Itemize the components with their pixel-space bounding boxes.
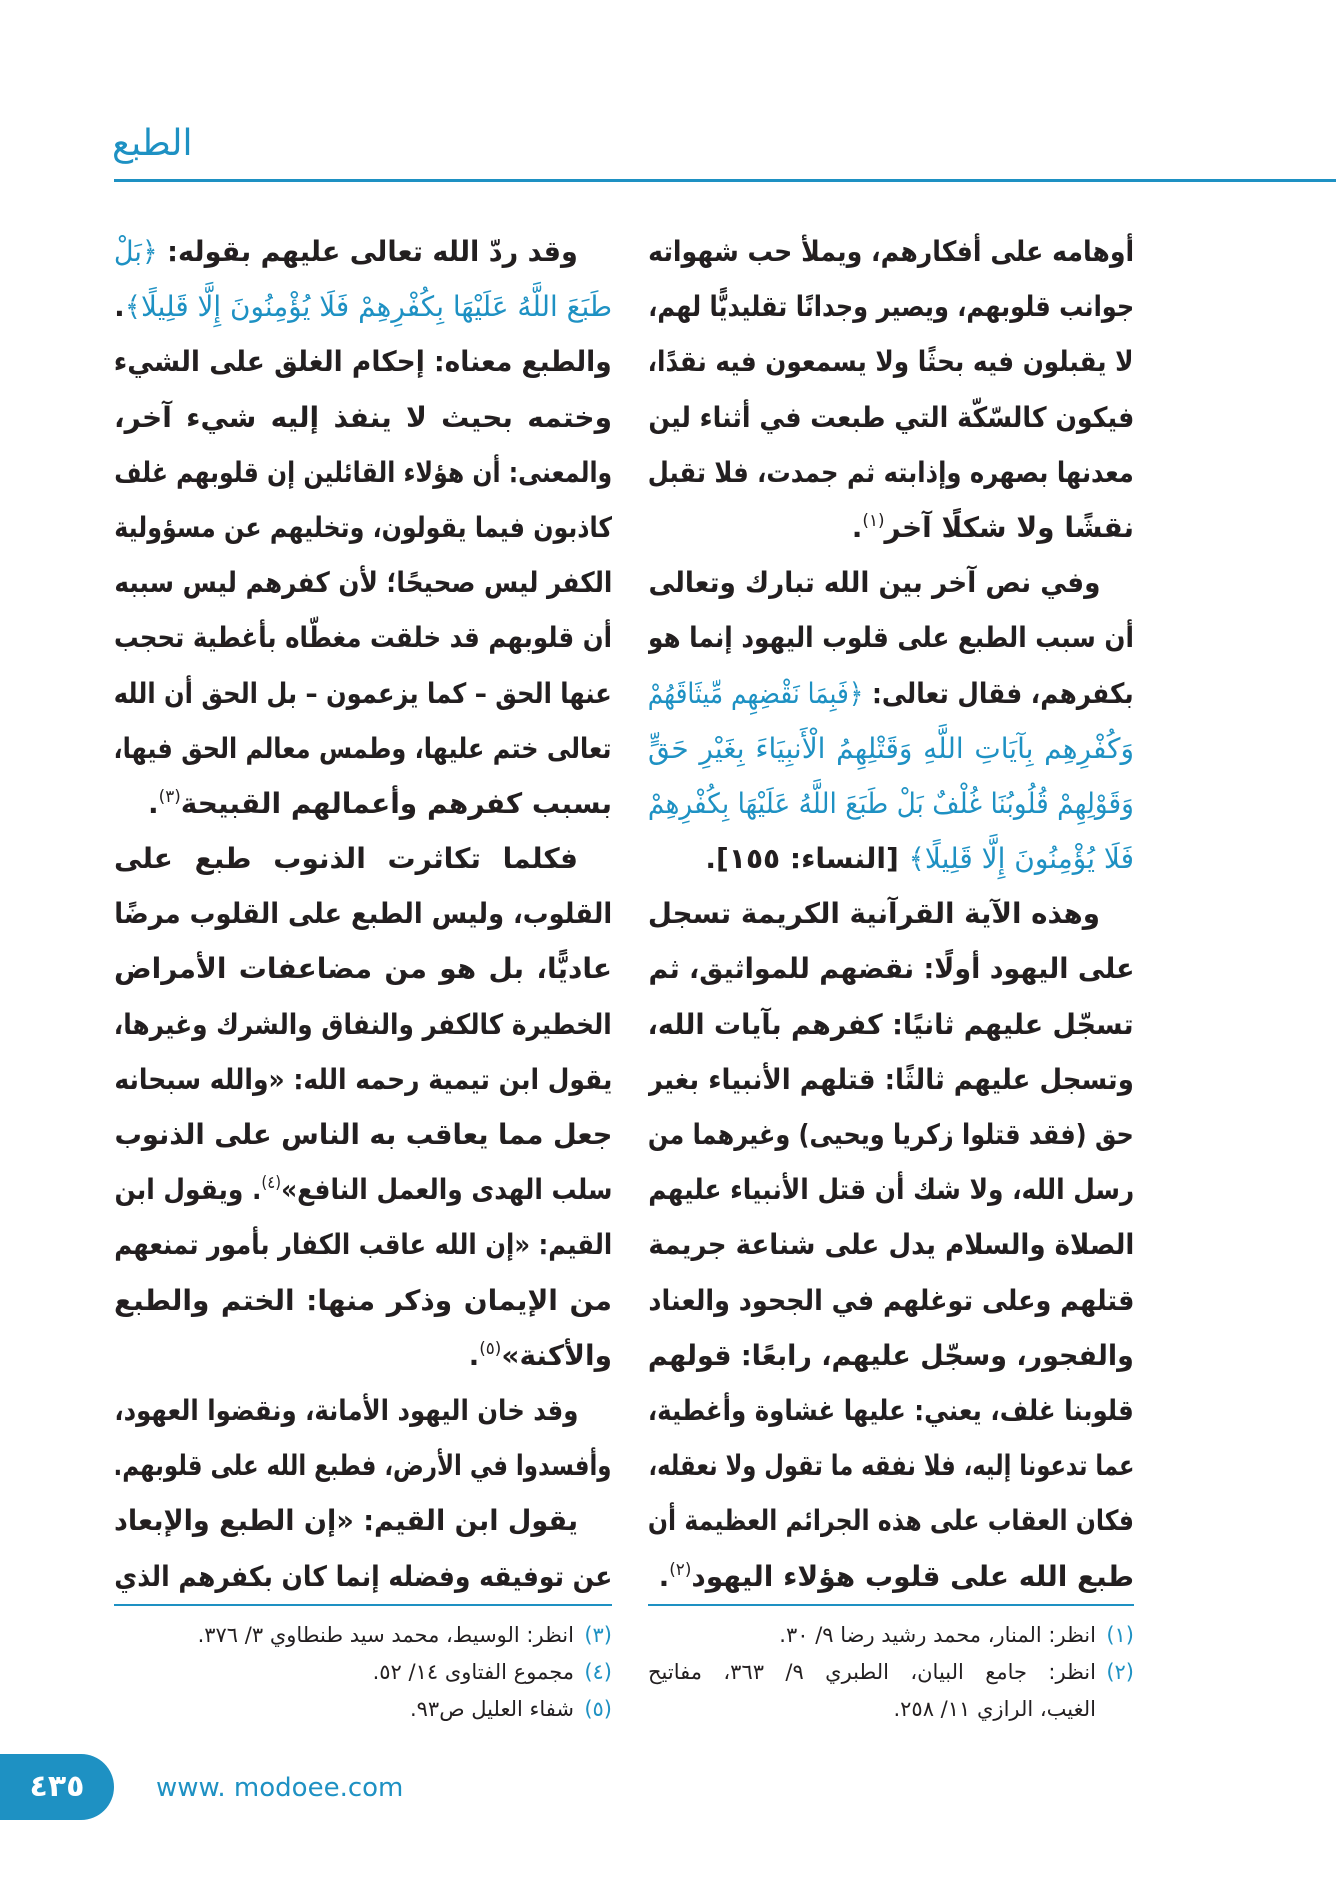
text-line <box>114 1162 612 1217</box>
text-line <box>648 1438 1134 1493</box>
column-body <box>648 224 1134 1604</box>
line-content <box>114 721 612 776</box>
quran-verse: وَقَوْلِهِمْ قُلُوبُنَا غُلْفٌ بَلْ طَبَعَ اللَّهُ عَلَيْهَا بِكُفْرِهِمْ <box>648 786 1134 820</box>
text-run: فيكون كالسّكّة التي طبعت في أثناء لين <box>648 400 1134 434</box>
text-line <box>648 831 1134 886</box>
footnote <box>648 1617 1134 1654</box>
footnote-number: (٥) <box>584 1696 612 1721</box>
footnote <box>114 1691 612 1728</box>
text-line <box>114 1328 612 1383</box>
line-content <box>114 842 578 875</box>
footnote <box>648 1654 1134 1728</box>
footnote-text: الغيب، الرازي ١١/ ٢٥٨. <box>893 1696 1096 1721</box>
text-run: القيم: «إن الله عاقب الكفار بأمور تمنعهم <box>114 1228 612 1262</box>
footnote-number: (٤) <box>584 1659 612 1684</box>
text-run: نقشًا ولا شكلًا آخر <box>884 510 1134 544</box>
text-line <box>648 334 1134 389</box>
footnote-number: (٢) <box>1106 1659 1134 1684</box>
line-content <box>373 1660 612 1684</box>
text-run: والفجور، وسجّل عليهم، رابعًا: قولهم <box>648 1338 1134 1372</box>
text-run: يقول ابن القيم: «إن الطبع والإبعاد <box>114 1504 578 1538</box>
text-line <box>648 941 1134 996</box>
text-line <box>114 1217 612 1272</box>
footnote-ref: (٢) <box>669 1558 692 1579</box>
text-run: . <box>114 290 125 324</box>
quran-verse: وَكُفْرِهِم بِآيَاتِ اللَّهِ وَقَتْلِهِمُ الْأَنبِيَاءَ بِغَيْرِ حَقٍّ <box>648 731 1134 765</box>
text-line <box>648 666 1134 721</box>
line-content <box>779 1623 1134 1647</box>
website-url: www. modoee.com <box>156 1773 404 1803</box>
text-line <box>114 1549 612 1604</box>
text-line <box>648 1273 1134 1328</box>
text-line <box>648 500 1134 555</box>
line-content <box>648 666 1134 721</box>
line-content <box>648 1052 1134 1107</box>
line-content <box>648 610 1134 665</box>
text-run: أوهامه على أفكارهم، ويملأ حب شهواته <box>648 235 1134 268</box>
line-content <box>648 776 1134 831</box>
paragraph <box>648 555 1134 886</box>
text-run: قتلهم وعلى توغلهم في الجحود والعناد <box>648 1283 1134 1317</box>
line-content <box>648 334 1134 389</box>
line-content <box>410 1697 612 1721</box>
text-line <box>648 224 1134 279</box>
text-run: والمعنى: أن هؤلاء القائلين إن قلوبهم غلف <box>114 455 612 489</box>
line-content <box>114 445 612 500</box>
text-run: فكلما تكاثرت الذنوب طبع على <box>114 842 578 876</box>
line-content <box>114 279 612 334</box>
line-content <box>648 1273 1134 1328</box>
line-content <box>469 1339 612 1372</box>
footnote-line <box>114 1691 612 1728</box>
text-line <box>648 1217 1134 1272</box>
paragraph <box>114 1493 612 1603</box>
text-line <box>114 445 612 500</box>
text-line <box>114 1052 612 1107</box>
text-run: معدنها بصهره وإذابته ثم جمدت، فلا تقبل <box>648 455 1134 489</box>
quran-verse: طَبَعَ اللَّهُ عَلَيْهَا بِكُفْرِهِمْ فَلَا يُؤْمِنُونَ إِلَّا قَلِيلًا﴾ <box>124 290 612 324</box>
line-content <box>648 1438 1134 1493</box>
text-line <box>648 555 1134 610</box>
line-content <box>114 666 612 721</box>
text-run: الكفر ليس صحيحًا؛ لأن كفرهم ليس سببه <box>114 566 612 600</box>
text-line <box>648 886 1134 941</box>
footnote-separator <box>648 1604 1134 1606</box>
line-content <box>114 1493 578 1548</box>
text-line <box>648 997 1134 1052</box>
text-line <box>648 776 1134 831</box>
line-content <box>893 1697 1096 1721</box>
text-run: رسل الله، ولا شك أن قتل الأنبياء عليهم <box>648 1173 1134 1207</box>
footnote-number: (٣) <box>584 1622 612 1647</box>
text-run: كاذبون فيما يقولون، وتخليهم عن مسؤولية <box>114 510 612 544</box>
text-line <box>114 721 612 776</box>
line-content <box>648 1328 1134 1383</box>
text-run: قلوبنا غلف، يعني: عليها غشاوة وأغطية، <box>648 1393 1134 1427</box>
line-content <box>114 224 578 279</box>
line-content <box>648 941 1134 996</box>
column-body <box>114 224 612 1604</box>
text-line <box>114 1493 612 1548</box>
text-line <box>648 1328 1134 1383</box>
text-line <box>648 1383 1134 1438</box>
line-content <box>148 787 612 820</box>
line-content <box>648 1107 1134 1162</box>
footnote <box>114 1654 612 1691</box>
text-run: عاديًّا، بل هو من مضاعفات الأمراض <box>114 952 612 986</box>
header-rule <box>114 179 1336 182</box>
text-line <box>114 555 612 610</box>
text-line <box>114 224 612 279</box>
line-content <box>648 555 1100 610</box>
text-run: عنها الحق – كما يزعمون – بل الحق أن الله <box>114 676 612 710</box>
footnote-line <box>114 1617 612 1654</box>
line-content <box>114 952 612 985</box>
footnotes <box>648 1617 1134 1728</box>
footnote-ref: (١) <box>862 510 885 531</box>
text-line <box>114 886 612 941</box>
text-line <box>648 279 1134 334</box>
text-line <box>114 1383 612 1438</box>
text-run: يقول ابن تيمية رحمه الله: «والله سبحانه <box>114 1062 612 1096</box>
text-run: عن توفيقه وفضله إنما كان بكفرهم الذي <box>114 1559 612 1593</box>
line-content <box>114 1217 612 1272</box>
line-content <box>648 997 1134 1052</box>
text-run: والطبع معناه: إحكام الغلق على الشيء <box>114 345 612 379</box>
text-line <box>114 610 612 665</box>
paragraph <box>648 886 1134 1603</box>
footnotes <box>114 1617 612 1728</box>
paragraph <box>114 1383 612 1493</box>
line-content <box>705 842 1134 875</box>
text-run: حق (فقد قتلوا زكريا ويحيى) وغيرهما من <box>648 1118 1134 1151</box>
text-line <box>114 1273 612 1328</box>
text-line <box>114 997 612 1052</box>
text-run: من الإيمان وذكر منها: الختم والطبع <box>114 1283 612 1317</box>
footnote-line <box>648 1654 1134 1691</box>
footnote-text: مجموع الفتاوى ١٤/ ٥٢. <box>372 1659 574 1684</box>
text-run: وهذه الآية القرآنية الكريمة تسجل <box>648 897 1100 931</box>
text-run: على اليهود أولًا: نقضهم للمواثيق، ثم <box>648 952 1134 986</box>
text-line <box>648 445 1134 500</box>
text-run: بكفرهم، فقال تعالى: <box>863 676 1134 710</box>
footnote <box>114 1617 612 1654</box>
text-line <box>648 1107 1134 1162</box>
text-run: جوانب قلوبهم، ويصير وجدانًا تقليديًّا لهم، <box>648 290 1134 324</box>
line-content <box>648 224 1134 279</box>
text-run: وقد خان اليهود الأمانة، ونقضوا العهود، <box>114 1393 578 1427</box>
text-line <box>114 500 612 555</box>
text-run: عما تدعونا إليه، فلا نفقه ما تقول ولا نعقله، <box>648 1449 1134 1483</box>
paragraph <box>114 831 612 1383</box>
text-line <box>648 390 1134 445</box>
text-run: . <box>851 510 863 544</box>
paragraph <box>114 224 612 831</box>
line-content <box>648 886 1100 941</box>
quran-verse: فَلَا يُؤْمِنُونَ إِلَّا قَلِيلًا﴾ <box>908 842 1134 876</box>
text-run: طبع الله على قلوب هؤلاء اليهود <box>691 1559 1134 1593</box>
footnote-number: (١) <box>1106 1622 1134 1647</box>
line-content <box>114 1107 612 1162</box>
line-content <box>114 1549 612 1604</box>
text-line <box>114 390 612 445</box>
quran-verse: ﴿فَبِمَا نَقْضِهِم مِّيثَاقَهُمْ <box>648 676 864 710</box>
line-content <box>114 1052 612 1107</box>
text-line <box>114 666 612 721</box>
line-content <box>648 1660 1134 1684</box>
text-line <box>648 610 1134 665</box>
text-run: تسجّل عليهم ثانيًا: كفرهم بآيات الله، <box>648 1007 1134 1041</box>
line-content <box>114 401 612 434</box>
text-run: . ويقول ابن <box>114 1173 261 1207</box>
footnote-line <box>648 1691 1134 1728</box>
line-content <box>114 334 612 389</box>
text-run: الصلاة والسلام يدل على شناعة جريمة <box>648 1228 1134 1262</box>
text-line <box>648 721 1134 776</box>
line-content <box>114 1383 578 1438</box>
line-content <box>198 1623 612 1647</box>
line-content <box>648 279 1134 334</box>
text-run: وتسجل عليهم ثالثًا: قتلهم الأنبياء بغير <box>648 1062 1134 1096</box>
line-content <box>114 1284 612 1317</box>
text-line <box>648 1162 1134 1217</box>
text-line <box>114 1107 612 1162</box>
page-number-tab <box>0 1754 114 1820</box>
text-run: بسبب كفرهم وأعمالهم القبيحة <box>180 786 612 820</box>
quran-verse: ﴿بَلْ <box>114 235 158 268</box>
chapter-title: الطبع <box>112 123 193 164</box>
line-content <box>648 1383 1134 1438</box>
line-content <box>114 886 612 941</box>
line-content <box>648 390 1134 445</box>
text-run: أن سبب الطبع على قلوب اليهود إنما هو <box>648 621 1134 655</box>
text-run: وختمه بحيث لا ينفذ إليه شيء آخر، <box>114 400 612 434</box>
text-run: [النساء: ١٥٥]. <box>705 842 909 876</box>
text-line <box>114 831 612 886</box>
footnote-text: انظر: المنار، محمد رشيد رضا ٩/ ٣٠. <box>779 1622 1096 1647</box>
text-run: . <box>468 1338 480 1372</box>
line-content <box>114 997 612 1052</box>
text-run: وأفسدوا في الأرض، فطبع الله على قلوبهم. <box>114 1449 612 1483</box>
paragraph <box>648 224 1134 555</box>
text-line <box>114 279 612 334</box>
text-run: سلب الهدى والعمل النافع» <box>280 1173 612 1207</box>
line-content <box>114 1438 612 1493</box>
line-content <box>852 511 1134 544</box>
text-run: . <box>658 1559 670 1593</box>
line-content <box>659 1560 1134 1593</box>
line-content <box>648 732 1134 765</box>
text-line <box>114 334 612 389</box>
footnote-ref: (٣) <box>158 785 181 806</box>
text-run: . <box>148 786 159 820</box>
left-column <box>114 224 612 1728</box>
footnote-separator <box>114 1604 612 1606</box>
text-run: لا يقبلون فيه بحثًا ولا يسمعون فيه نقدًا، <box>648 345 1134 379</box>
text-line <box>648 1052 1134 1107</box>
footnote-text: انظر: جامع البيان، الطبري ٩/ ٣٦٣، مفاتيح <box>648 1659 1096 1684</box>
text-line <box>114 941 612 996</box>
text-run: وقد ردّ الله تعالى عليهم بقوله: <box>157 235 578 268</box>
text-run: القلوب، وليس الطبع على القلوب مرضًا <box>114 897 612 931</box>
page-number: ٤٣٥ <box>29 1769 85 1804</box>
footnote-ref: (٤) <box>260 1172 281 1193</box>
footnote-line <box>114 1654 612 1691</box>
line-content <box>114 555 612 610</box>
line-content <box>648 1493 1134 1548</box>
text-run: فكان العقاب على هذه الجرائم العظيمة أن <box>648 1504 1134 1538</box>
line-content <box>648 1217 1134 1272</box>
text-run: تعالى ختم عليها، وطمس معالم الحق فيها، <box>114 731 612 765</box>
line-content <box>114 610 612 665</box>
text-line <box>648 1493 1134 1548</box>
line-content <box>648 1162 1134 1217</box>
text-run: أن قلوبهم قد خلقت مغطّاه بأغطية تحجب <box>114 621 612 655</box>
text-run: جعل مما يعاقب به الناس على الذنوب <box>114 1118 612 1151</box>
line-content <box>114 500 612 555</box>
footnote-text: انظر: الوسيط، محمد سيد طنطاوي ٣/ ٣٧٦. <box>197 1622 574 1647</box>
footnote-text: شفاء العليل ص٩٣. <box>409 1696 574 1721</box>
text-run: وفي نص آخر بين الله تبارك وتعالى <box>648 566 1100 600</box>
line-content <box>648 445 1134 500</box>
text-line <box>114 776 612 831</box>
footnote-ref: (٥) <box>479 1337 502 1358</box>
text-line <box>648 1549 1134 1604</box>
text-run: والأكنة» <box>501 1338 612 1372</box>
text-line <box>114 1438 612 1493</box>
right-column <box>648 224 1134 1728</box>
text-run: الخطيرة كالكفر والنفاق والشرك وغيرها، <box>114 1007 612 1041</box>
line-content <box>114 1162 612 1217</box>
footnote-line <box>648 1617 1134 1654</box>
